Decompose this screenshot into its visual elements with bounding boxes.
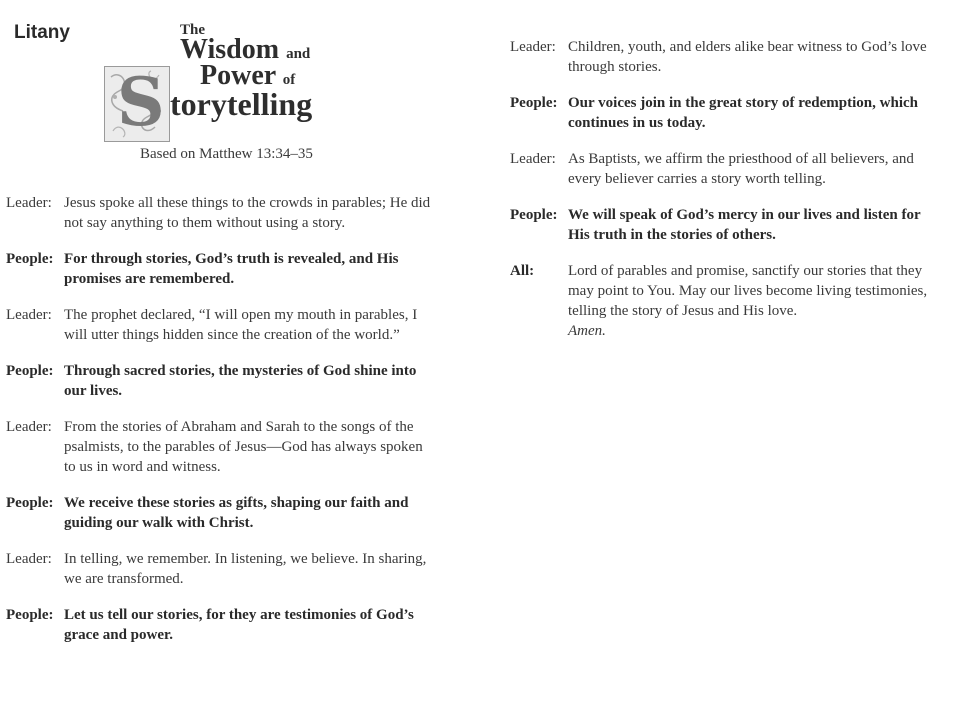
title-storytelling: torytelling: [170, 86, 313, 122]
section-label: Litany: [14, 22, 70, 43]
litany-line: For through stories, God’s truth is revealed, and His promises are remembered.: [64, 251, 399, 287]
speaker-label: Leader:: [6, 419, 52, 435]
litany-line: In telling, we remember. In listening, we believe. In sharing, we are transformed.: [64, 551, 427, 587]
speaker-label: People:: [510, 95, 558, 111]
litany-line: The prophet declared, “I will open my mouth in parables, I will utter things hidden since the creation of the world.”: [64, 307, 418, 343]
litany-line: Through sacred stories, the mysteries of God shine into our lives.: [64, 363, 417, 399]
speaker-label: Leader:: [510, 39, 556, 55]
litany-entry: [510, 149, 930, 189]
title-wisdom-word: Wisdom: [180, 34, 280, 65]
litany-line: Let us tell our stories, for they are testimonies of God’s grace and power.: [64, 607, 414, 643]
title-of-word: of: [282, 72, 296, 88]
litany-line: Children, youth, and elders alike bear witness to God’s love through stories.: [568, 39, 927, 75]
speaker-label: Leader:: [6, 195, 52, 211]
litany-line: Our voices join in the great story of redemption, which continues in us today.: [568, 95, 918, 131]
litany-line: As Baptists, we affirm the priesthood of all believers, and every believer carries a story worth telling.: [568, 151, 914, 187]
dropcap-ornament: [104, 63, 170, 142]
subtitle: Based on Matthew 13:34–35: [140, 146, 313, 162]
litany-entry: [6, 605, 436, 645]
title-and-word: and: [286, 46, 311, 62]
litany-entry: [510, 93, 930, 133]
speaker-label: People:: [6, 495, 54, 511]
litany-entry: [510, 205, 930, 245]
speaker-label: All:: [510, 263, 535, 279]
litany-entry: [6, 493, 436, 533]
litany-entry: [510, 37, 930, 77]
amen: Amen.: [568, 323, 606, 339]
closing-text: [568, 261, 930, 341]
litany-closing: [510, 261, 930, 341]
speaker-label: People:: [510, 207, 558, 223]
speaker-label: People:: [6, 607, 54, 623]
litany-line: We will speak of God’s mercy in our lives and listen for His truth in the stories of others.: [568, 207, 921, 243]
litany-line: Jesus spoke all these things to the crowds in parables; He did not say anything to them without using a story.: [64, 195, 431, 231]
litany-entry: [6, 249, 436, 289]
litany-entry: [6, 361, 436, 401]
litany-entry: [6, 549, 436, 589]
speaker-label: Leader:: [6, 551, 52, 567]
speaker-label: Leader:: [6, 307, 52, 323]
dropcap-letter: S: [117, 63, 165, 141]
closing-prayer: Lord of parables and promise, sanctify our stories that they may point to You. May our lives become living testimonies, telling the story of Jesus and His love.: [568, 263, 928, 319]
speaker-label: People:: [6, 363, 54, 379]
litany-entry: [6, 417, 436, 477]
litany-entry: [6, 305, 436, 345]
speaker-label: People:: [6, 251, 54, 267]
title-the: The: [180, 22, 206, 38]
speaker-label: Leader:: [510, 151, 556, 167]
litany-right-column: [510, 37, 930, 357]
litany-entry: [6, 193, 436, 233]
title-power-word: Power: [200, 60, 276, 91]
litany-left-column: [6, 193, 436, 661]
litany-line: We receive these stories as gifts, shaping our faith and guiding our walk with Christ.: [64, 495, 409, 531]
title-block: [104, 22, 364, 142]
litany-line: From the stories of Abraham and Sarah to the songs of the psalmists, to the parables of Jesus—God has always spoken to us in word and witness.: [64, 419, 423, 475]
